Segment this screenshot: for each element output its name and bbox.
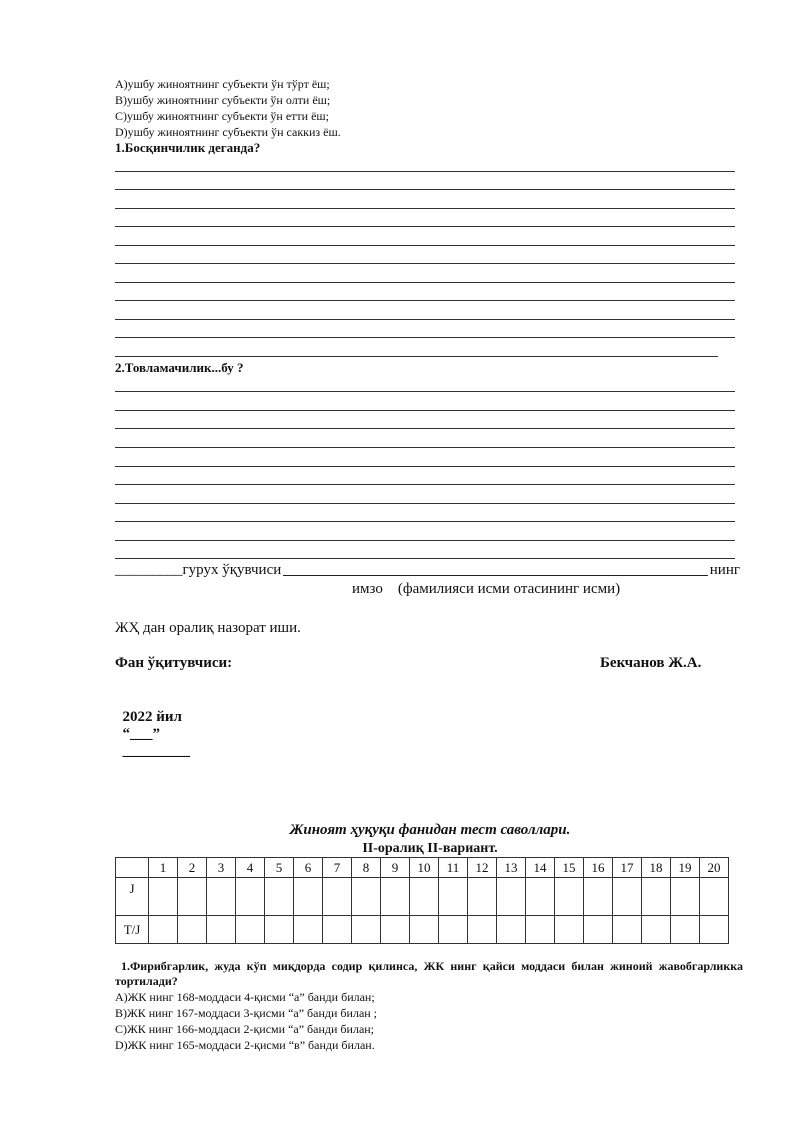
work-title: ЖҲ дан оралиқ назорат иши. [115,620,301,636]
answer-cell[interactable] [352,916,381,944]
option-a: А)ушбу жиноятнинг субъекти ўн тўрт ёш; [115,77,330,91]
group-label: гурух ўқувчиси [182,562,282,578]
signature-row [115,562,740,579]
column-header: 8 [352,858,381,878]
signature-caption: имзо (фамилияси исми отасининг исми) [352,581,621,597]
table-header-row [116,858,729,878]
answer-cell[interactable] [410,916,439,944]
answer-line [115,208,735,209]
column-header: 18 [642,858,671,878]
answer-cell[interactable] [265,878,294,916]
answer-cell[interactable] [294,878,323,916]
answer-line [115,540,735,541]
question-2-heading: 2.Товламачилик...бу ? [115,360,244,375]
answer-cell[interactable] [265,916,294,944]
answer-cell[interactable] [236,878,265,916]
answer-cell[interactable] [671,878,700,916]
answer-line [115,558,735,559]
answer-cell[interactable] [526,878,555,916]
test-option-a: А)ЖК нинг 168-моддаси 4-қисми “а” банди билан; [115,990,375,1004]
column-header: 16 [584,858,613,878]
answer-line [115,300,735,301]
test-option-b: В)ЖК нинг 167-моддаси 3-қисми “а” банди билан ; [115,1006,378,1020]
column-header: 6 [294,858,323,878]
test-subtitle: II-оралиқ II-вариант. [362,841,498,856]
signature-suffix: нинг [709,562,740,578]
answer-cell[interactable] [584,878,613,916]
answer-cell[interactable] [294,916,323,944]
answer-line [115,484,735,485]
answer-cell[interactable] [642,878,671,916]
date-year: 2022 йил [122,709,182,725]
column-header: 1 [149,858,178,878]
answer-line [115,503,735,504]
option-d: D)ушбу жиноятнинг субъекти ўн саккиз ёш. [115,125,341,139]
option-b: В)ушбу жиноятнинг субъекти ўн олти ёш; [115,93,331,107]
column-header: 15 [555,858,584,878]
answer-line [115,466,735,467]
test-question-1: 1.Фирибгарлик, жуда кўп миқдорда содир қилинса, ЖК нинг қайси моддаси билан жиноий жавобгарликка тортилади? [115,959,743,988]
answer-cell[interactable] [497,916,526,944]
column-header: 14 [526,858,555,878]
answer-line [115,171,735,172]
teacher-label: Фан ўқитувчиси: [115,655,233,671]
answer-cell[interactable] [352,878,381,916]
table-row [116,916,729,944]
answer-line [115,356,718,357]
answer-cell[interactable] [468,878,497,916]
option-c: С)ушбу жиноятнинг субъекти ўн етти ёш; [115,109,329,123]
answer-cell[interactable] [584,916,613,944]
answer-cell[interactable] [700,916,729,944]
test-option-c: С)ЖК нинг 166-моддаси 2-қисми “а” банди билан; [115,1022,375,1036]
answer-cell[interactable] [671,916,700,944]
answer-cell[interactable] [439,916,468,944]
column-header: 19 [671,858,700,878]
answer-line [115,319,735,320]
answer-line [115,337,735,338]
column-header: 10 [410,858,439,878]
answer-table [115,857,729,944]
answer-cell[interactable] [555,878,584,916]
column-header: 7 [323,858,352,878]
answer-cell[interactable] [613,878,642,916]
row-label: T/J [116,916,149,944]
top-options [115,76,341,140]
test-option-d: D)ЖК нинг 165-моддаси 2-қисми “в” банди билан. [115,1038,375,1052]
column-header: 17 [613,858,642,878]
date-month[interactable]: _________ [122,743,190,759]
answer-line [115,189,735,190]
answer-cell[interactable] [613,916,642,944]
date-line [115,692,190,760]
answer-cell[interactable] [410,878,439,916]
column-header: 11 [439,858,468,878]
answer-line [115,428,735,429]
answer-cell[interactable] [468,916,497,944]
answer-line [115,521,735,522]
table-corner-cell [116,858,149,878]
answer-cell[interactable] [555,916,584,944]
answer-cell[interactable] [381,916,410,944]
answer-line [115,410,735,411]
table-row [116,878,729,916]
column-header: 5 [265,858,294,878]
test-question-1-options [115,989,377,1053]
student-name-blank[interactable] [283,574,708,576]
answer-line [115,391,735,392]
answer-cell[interactable] [149,916,178,944]
answer-cell[interactable] [178,878,207,916]
answer-line [115,263,735,264]
question-1-heading: 1.Босқинчилик деганда? [115,140,261,155]
answer-cell[interactable] [323,878,352,916]
answer-line [115,226,735,227]
date-day[interactable]: “___” [122,726,160,742]
column-header: 2 [178,858,207,878]
column-header: 20 [700,858,729,878]
answer-cell[interactable] [207,916,236,944]
answer-cell[interactable] [236,916,265,944]
row-label: J [116,878,149,916]
group-blank[interactable]: _________ [115,562,183,578]
answer-cell[interactable] [439,878,468,916]
column-header: 4 [236,858,265,878]
answer-cell[interactable] [700,878,729,916]
answer-line [115,245,735,246]
answer-cell[interactable] [207,878,236,916]
column-header: 9 [381,858,410,878]
column-header: 12 [468,858,497,878]
answer-cell[interactable] [149,878,178,916]
answer-cell[interactable] [497,878,526,916]
answer-cell[interactable] [526,916,555,944]
answer-cell[interactable] [642,916,671,944]
answer-cell[interactable] [178,916,207,944]
teacher-name: Бекчанов Ж.А. [600,655,702,671]
answer-cell[interactable] [381,878,410,916]
column-header: 13 [497,858,526,878]
test-title: Жиноят ҳуқуқи фанидан тест саволлари. [289,822,571,838]
answer-line [115,447,735,448]
answer-line [115,282,735,283]
column-header: 3 [207,858,236,878]
answer-cell[interactable] [323,916,352,944]
